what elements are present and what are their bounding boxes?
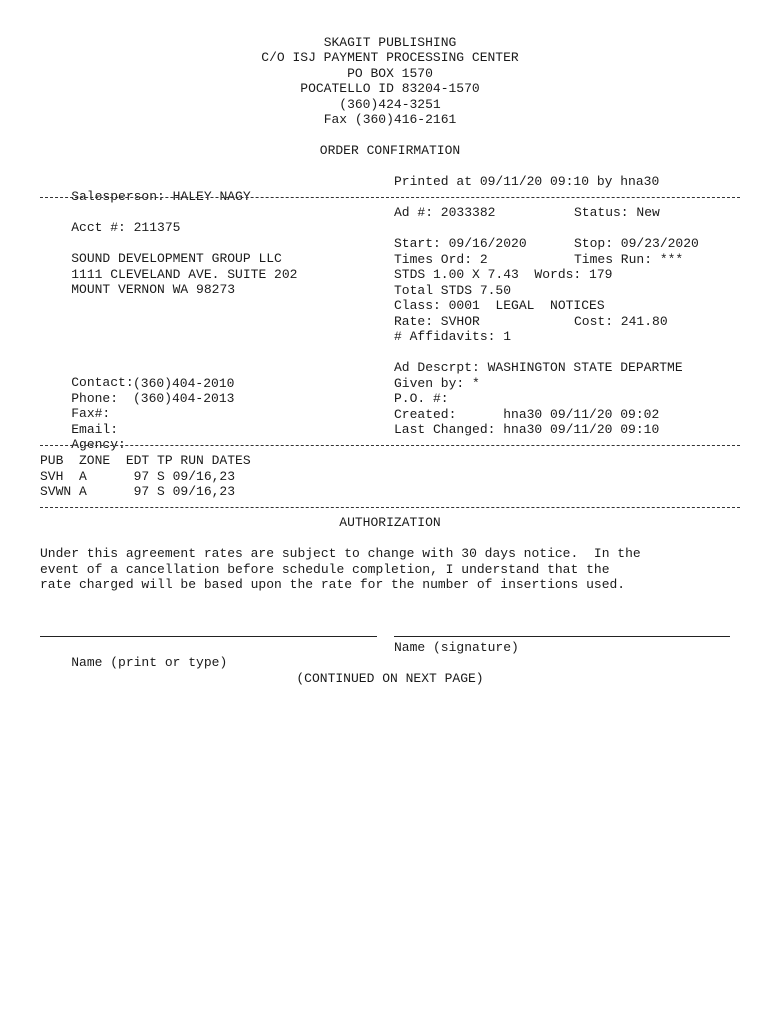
- fax-label: Fax#:: [71, 406, 111, 421]
- ad-description: Ad Descrpt: WASHINGTON STATE DEPARTME: [394, 360, 683, 375]
- ad-number: Ad #: 2033382: [394, 205, 496, 220]
- po-number: P.O. #:: [394, 391, 449, 406]
- publisher-phone: (360)424-3251: [339, 97, 441, 112]
- status: Status: New: [574, 205, 660, 220]
- signature-labels: [40, 640, 740, 670]
- printed-at: Printed at 09/11/20 09:10 by hna30: [394, 174, 660, 189]
- info-row-5: [40, 298, 740, 313]
- customer-address-1: 1111 CLEVELAND AVE. SUITE 202: [71, 267, 298, 282]
- customer-address-2: MOUNT VERNON WA 98273: [71, 282, 236, 297]
- run-table-row: SVH A 97 S 09/16,23: [40, 469, 236, 484]
- publisher-care-of: C/O ISJ PAYMENT PROCESSING CENTER: [261, 50, 519, 65]
- phone-label: Phone:: [71, 391, 119, 406]
- publisher-fax: Fax (360)416-2161: [323, 112, 457, 127]
- customer-name: SOUND DEVELOPMENT GROUP LLC: [71, 251, 282, 266]
- rate: Rate: SVHOR: [394, 314, 480, 329]
- continued-note: (CONTINUED ON NEXT PAGE): [296, 671, 484, 686]
- total-stds: Total STDS 7.50: [394, 283, 512, 298]
- run-table-row: SVWN A 97 S 09/16,23: [40, 484, 236, 499]
- email-label: Email:: [71, 422, 119, 437]
- authorization-text-1: Under this agreement rates are subject to change with 30 days notice. In the: [40, 546, 641, 561]
- account-number: Acct #: 211375: [71, 220, 181, 235]
- times-ordered: Times Ord: 2: [394, 252, 488, 267]
- publisher-name: SKAGIT PUBLISHING: [323, 35, 457, 50]
- cost: Cost: 241.80: [574, 314, 668, 329]
- agency-label: Agency:: [71, 437, 126, 452]
- publisher-po-box: PO BOX 1570: [347, 66, 433, 81]
- class: Class: 0001 LEGAL NOTICES: [394, 298, 605, 313]
- run-table-header: PUB ZONE EDT TP RUN DATES: [40, 453, 251, 468]
- contact-row-5: [40, 422, 740, 452]
- divider: [40, 189, 740, 204]
- phone-value: (360)404-2010: [133, 376, 235, 391]
- times-run: Times Run: ***: [574, 252, 684, 267]
- account-row: [40, 205, 740, 235]
- info-row-6: [40, 314, 740, 329]
- given-by: Given by: *: [394, 376, 480, 391]
- contact-label: Contact:: [71, 375, 134, 390]
- fax-value: (360)404-2013: [133, 391, 235, 406]
- created: Created: hna30 09/11/20 09:02: [394, 407, 660, 422]
- salesperson-row: [40, 174, 740, 204]
- name-print-label: Name (print or type): [71, 655, 228, 670]
- start-date: Start: 09/16/2020: [394, 236, 527, 251]
- authorization-title: AUTHORIZATION: [339, 515, 441, 530]
- stds-words: STDS 1.00 X 7.43 Words: 179: [394, 267, 613, 282]
- last-changed: Last Changed: hna30 09/11/20 09:10: [394, 422, 660, 437]
- name-signature-label: Name (signature): [394, 640, 519, 655]
- info-row-4: [40, 283, 740, 298]
- authorization-text-2: event of a cancellation before schedule completion, I understand that the: [40, 562, 610, 577]
- salesperson: Salesperson: HALEY NAGY: [71, 189, 251, 204]
- publisher-city: POCATELLO ID 83204-1570: [300, 81, 480, 96]
- info-row-7: [40, 329, 740, 344]
- divider: [40, 499, 740, 514]
- signature-line: [394, 636, 730, 637]
- document-title: ORDER CONFIRMATION: [319, 143, 461, 158]
- affidavits: # Affidavits: 1: [394, 329, 512, 344]
- divider: [40, 437, 740, 452]
- stop-date: Stop: 09/23/2020: [574, 236, 699, 251]
- authorization-text-3: rate charged will be based upon the rate for the number of insertions used.: [40, 577, 626, 592]
- print-name-line: [40, 636, 377, 637]
